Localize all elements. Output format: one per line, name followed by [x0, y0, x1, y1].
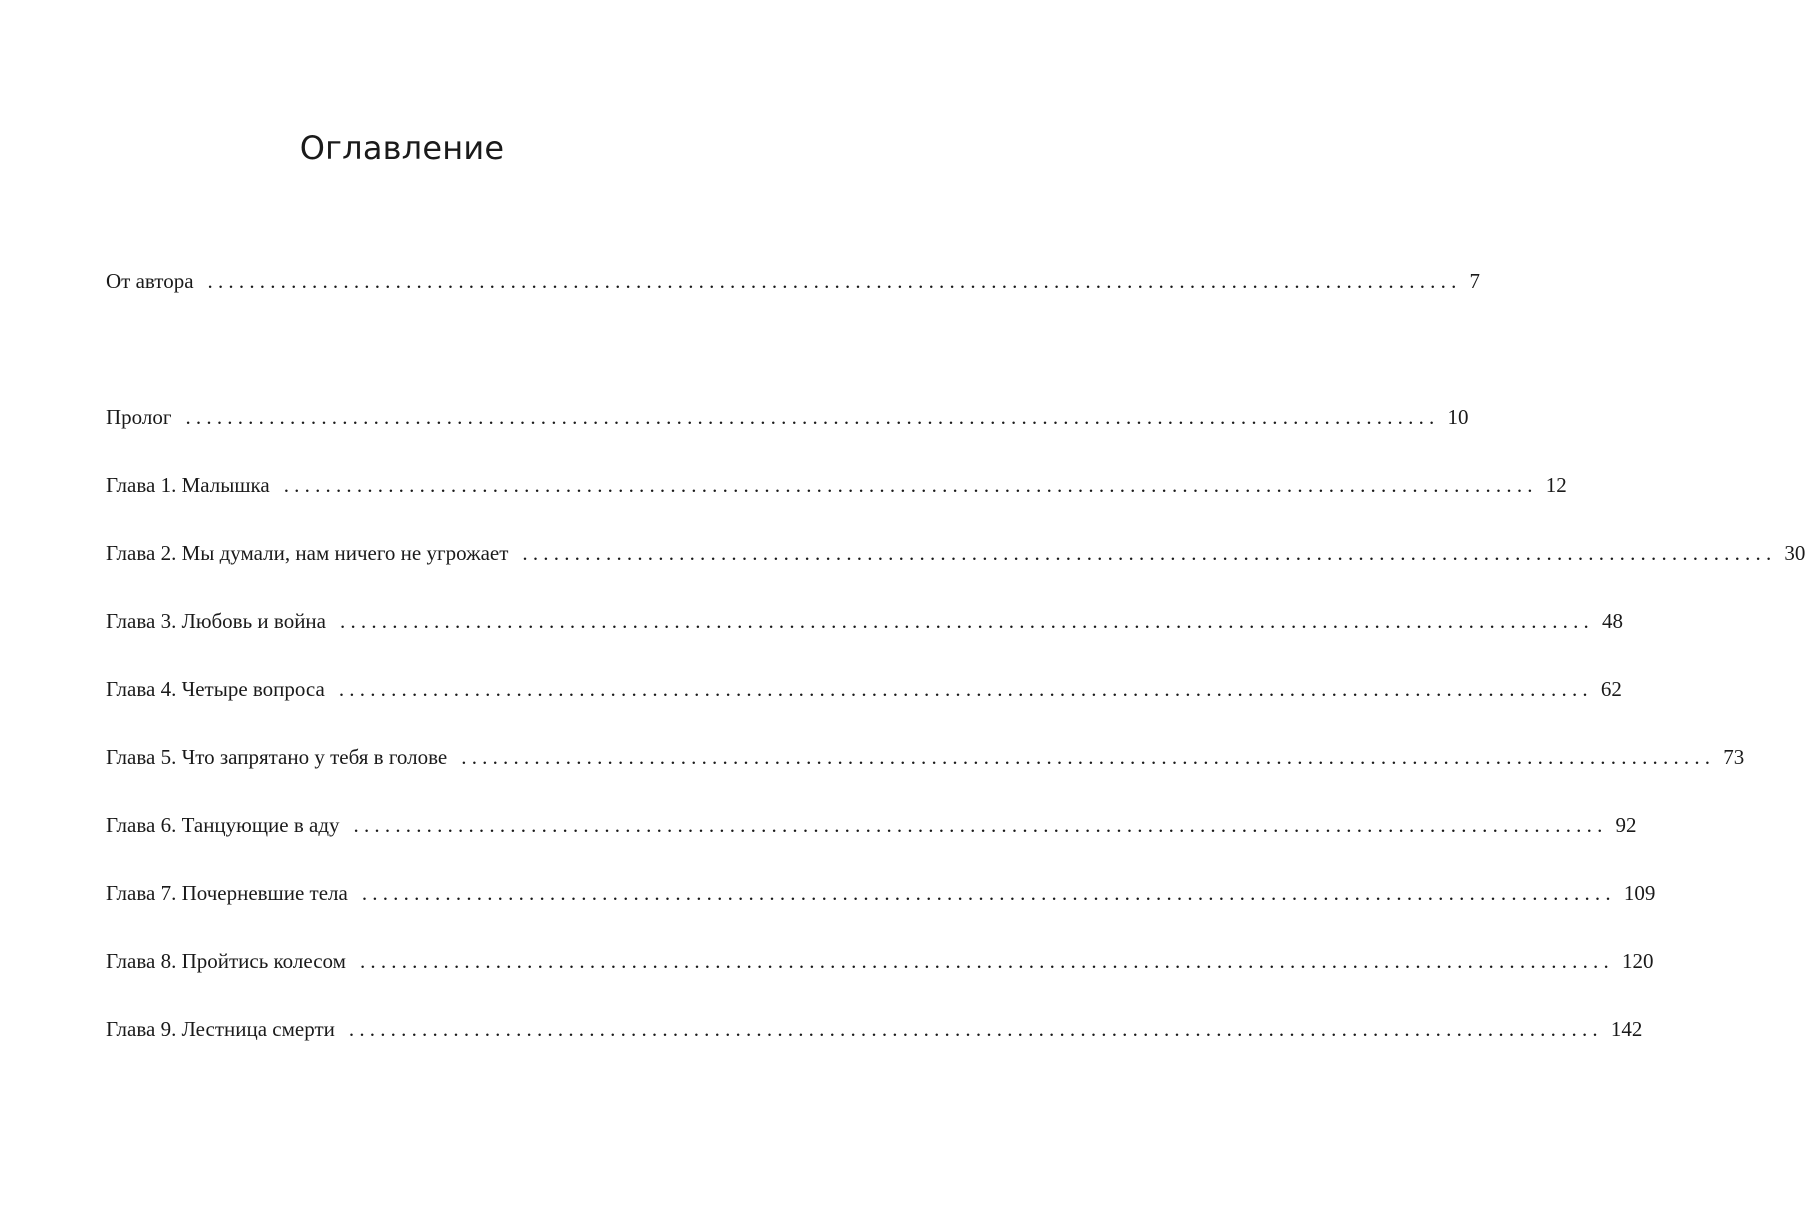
toc-entry-label: От автора — [106, 269, 194, 293]
toc-entry — [106, 266, 1481, 296]
toc-entry-page: 12 — [1545, 473, 1567, 497]
toc-entry-page: 142 — [1610, 1017, 1643, 1041]
toc-entry — [106, 878, 1656, 908]
dot-leader: ........................................................................................................................ — [340, 609, 1594, 633]
toc-entry-label: Глава 2. Мы думали, нам ничего не угрожает — [106, 541, 509, 565]
toc-entry-label: Пролог — [106, 405, 172, 429]
toc-entry-page: 92 — [1615, 813, 1637, 837]
toc-entry-page: 48 — [1602, 609, 1623, 633]
toc-entry — [106, 674, 1622, 704]
toc-entry-label: Глава 6. Танцующие в аду — [106, 813, 340, 837]
dot-leader: ........................................................................................................................ — [338, 677, 1593, 701]
dot-leader: ........................................................................................................................ — [361, 881, 1616, 905]
page-title: Оглавление — [299, 129, 505, 167]
dot-leader: ........................................................................................................................ — [522, 541, 1777, 565]
toc-entry — [106, 470, 1567, 500]
toc-entry-page: 120 — [1621, 949, 1654, 973]
toc-entry — [106, 946, 1654, 976]
dot-leader: ........................................................................................................................ — [359, 949, 1614, 973]
toc-entry-label: Глава 9. Лестница смерти — [106, 1017, 335, 1041]
toc-entry-label: Глава 8. Пройтись колесом — [106, 949, 346, 973]
toc-entry-page: 109 — [1623, 881, 1656, 905]
toc-entry-label: Глава 7. Почерневшие тела — [106, 881, 348, 905]
toc-entry-page: 7 — [1469, 269, 1481, 293]
toc-entry — [106, 1014, 1643, 1044]
toc-entry — [106, 402, 1469, 432]
dot-leader: ........................................................................................................................ — [207, 269, 1462, 293]
dot-leader: ........................................................................................................................ — [461, 745, 1716, 769]
dot-leader: ........................................................................................................................ — [185, 405, 1440, 429]
dot-leader: ........................................................................................................................ — [348, 1017, 1603, 1041]
toc-entry-page: 73 — [1723, 745, 1745, 769]
toc-entry-page: 62 — [1600, 677, 1622, 701]
toc-entry — [106, 606, 1623, 636]
toc-entry-label: Глава 1. Малышка — [106, 473, 270, 497]
toc-entry-label: Глава 3. Любовь и война — [106, 609, 326, 633]
toc-entry-page: 10 — [1447, 405, 1469, 429]
toc-entry-page: 30 — [1784, 541, 1805, 565]
toc-entry-label: Глава 4. Четыре вопроса — [106, 677, 325, 701]
dot-leader: ........................................................................................................................ — [353, 813, 1608, 837]
toc-entry-label: Глава 5. Что запрятано у тебя в голове — [106, 745, 448, 769]
toc-entry — [106, 810, 1637, 840]
toc-entry — [106, 538, 1805, 568]
dot-leader: ........................................................................................................................ — [283, 473, 1538, 497]
toc-entry — [106, 742, 1745, 772]
